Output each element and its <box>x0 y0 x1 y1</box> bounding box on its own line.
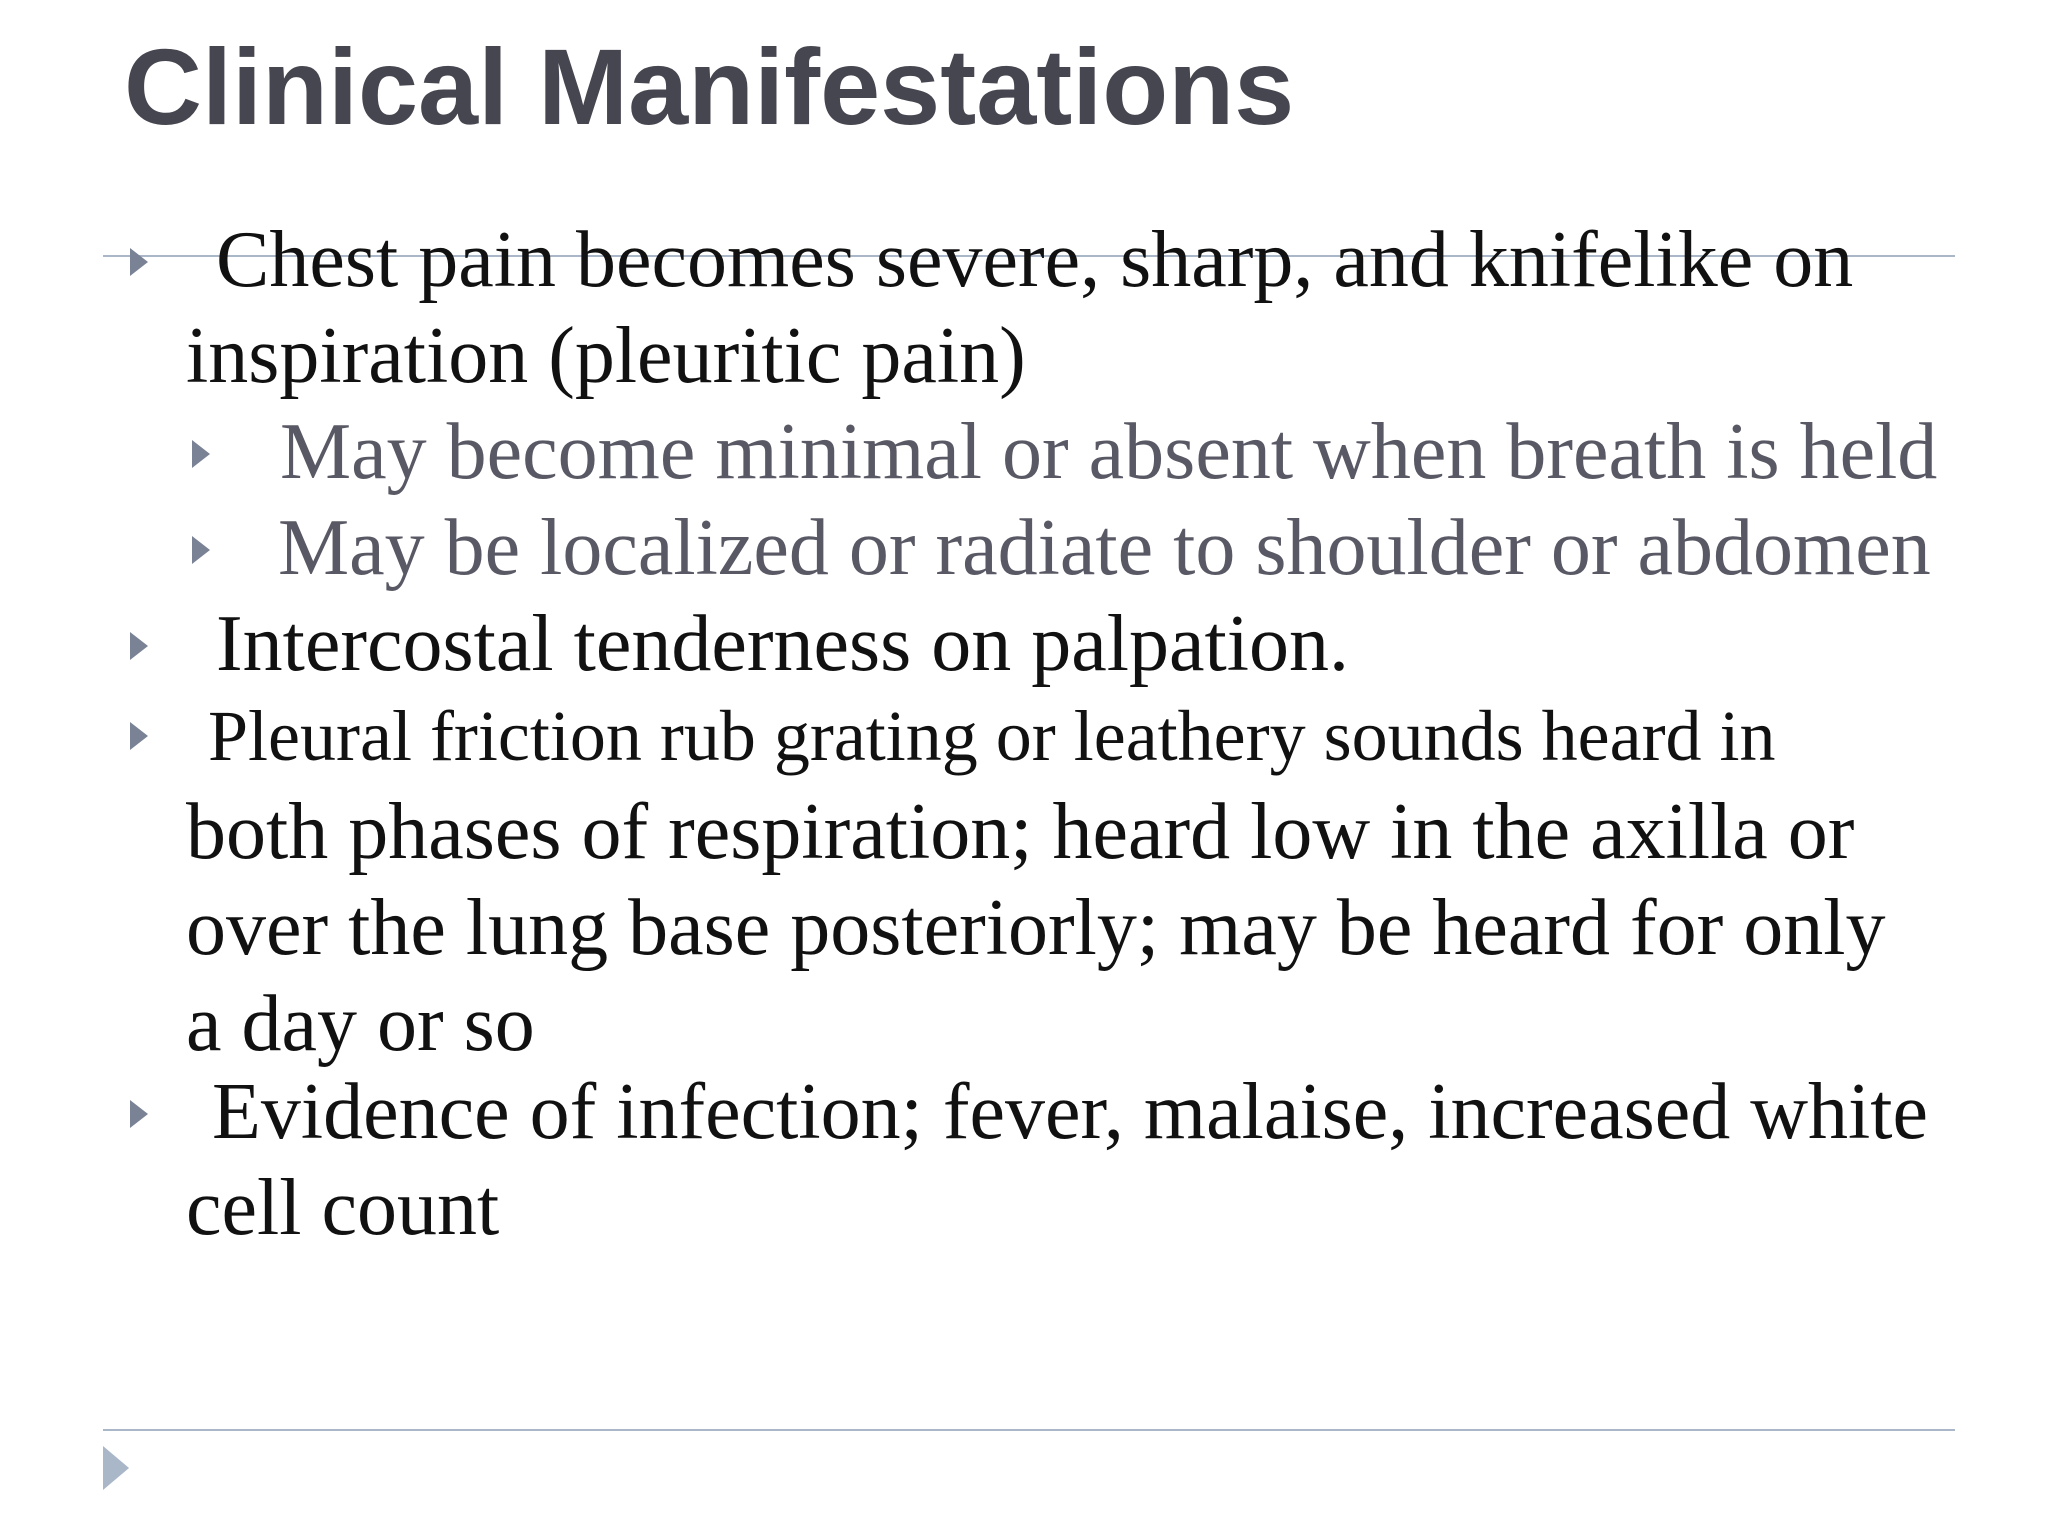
sub-bullet-item: May become minimal or absent when breath is held <box>280 408 1938 496</box>
bullet-line: a day or so <box>186 980 535 1068</box>
bullet-line: Intercostal tenderness on palpation. <box>216 600 1349 688</box>
triangle-bullet-icon <box>130 248 148 276</box>
triangle-footer-icon <box>103 1446 129 1490</box>
bullet-line: both phases of respiration; heard low in the axilla or <box>186 788 1855 876</box>
triangle-bullet-icon <box>130 632 148 660</box>
triangle-bullet-icon <box>192 536 210 564</box>
bullet-line: inspiration (pleuritic pain) <box>186 312 1026 400</box>
sub-bullet-item: May be localized or radiate to shoulder or abdomen <box>278 504 1931 592</box>
bullet-line: Evidence of infection; fever, malaise, increased white <box>212 1068 1929 1156</box>
bullet-line: Pleural friction rub grating or leathery sounds heard in <box>208 696 1776 776</box>
bullet-line: cell count <box>186 1164 500 1252</box>
bullet-item <box>186 1064 1966 1256</box>
bullet-item <box>186 596 1966 692</box>
slide-title: Clinical Manifestations <box>124 26 1295 147</box>
triangle-bullet-icon <box>130 1100 148 1128</box>
bullet-line: over the lung base posteriorly; may be heard for only <box>186 884 1886 972</box>
bullet-item <box>186 212 1966 404</box>
triangle-bullet-icon <box>130 722 148 750</box>
bullet-item <box>186 688 1966 1072</box>
bottom-divider <box>103 1429 1955 1431</box>
triangle-bullet-icon <box>192 440 210 468</box>
bullet-line: Chest pain becomes severe, sharp, and knifelike on <box>216 216 1854 304</box>
